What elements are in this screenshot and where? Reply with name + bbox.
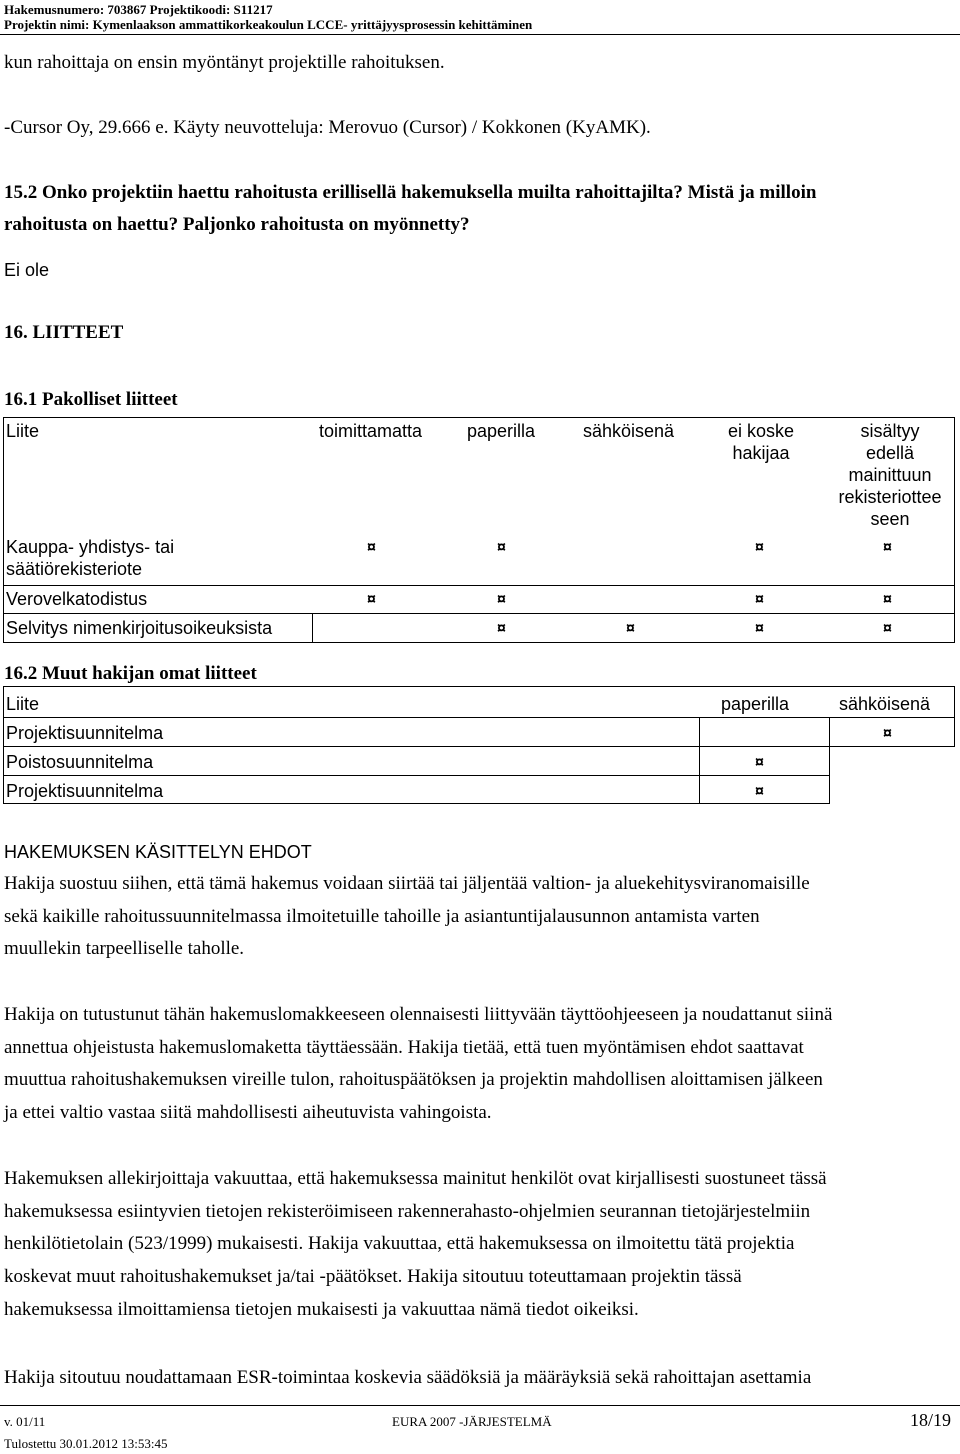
paragraph-line: Hakija suostuu siihen, että tämä hakemus voidaan siirtää tai jäljentää valtion- ja aluekehitysviranomaisille — [4, 873, 810, 894]
t2-row1-sahkoisena-mark: ¤ — [883, 725, 892, 742]
paragraph-line: muullekin tarpeelliselle taholle. — [4, 938, 245, 960]
table1-border-right — [954, 417, 955, 643]
row3-paperilla-mark: ¤ — [497, 620, 506, 637]
col-header-ei-koske-2: hakijaa — [732, 443, 790, 463]
paragraph-line: Hakija on tutustunut tähän hakemuslomakkeeseen olennaisesti liittyvään täyttöohjeeseen ja noudattanut siinä — [4, 1004, 833, 1025]
footer-version: v. 01/11 — [4, 1414, 46, 1429]
paragraph-line: hakemuksessa ilmoittamiensa tietojen mukaisesti ja vakuuttaa nämä tiedot oikeiksi. — [4, 1298, 639, 1320]
table1-row-divider — [3, 642, 955, 643]
paragraph-line: sekä kaikille rahoitussuunnitelmassa ilmoitetuille tahoille ja asiantuntijalausunnon antamista varten — [4, 905, 760, 927]
conditions-paragraph-1 — [4, 868, 956, 966]
col-header-ei-koske-1: ei koske — [727, 421, 795, 441]
col-header-toimittamatta: toimittamatta — [319, 421, 423, 441]
row-kaupparekisteriote-label-2: säätiörekisteriote — [6, 559, 143, 579]
paragraph-line: muuttua rahoitushakemuksen vireille tulon, rahoituspäätöksen ja projektin mahdollisen aloittamisen jälkeen — [4, 1069, 823, 1091]
conditions-paragraph-3 — [4, 1163, 956, 1327]
row1-sisaltyy-mark: ¤ — [883, 539, 892, 556]
footer-print-date: Tulostettu 30.01.2012 13:53:45 — [4, 1436, 168, 1451]
row3-ei-koske-mark: ¤ — [755, 620, 764, 637]
row2-sisaltyy-mark: ¤ — [883, 591, 892, 608]
footer-page-number: 18/19 — [910, 1410, 952, 1430]
t2-row-divider — [3, 775, 829, 776]
conditions-title: HAKEMUKSEN KÄSITTELYN EHDOT — [4, 842, 312, 862]
row2-toimittamatta-mark: ¤ — [367, 591, 376, 608]
t2-col-header-sahkoisena: sähköisenä — [839, 694, 931, 714]
col-header-paperilla: paperilla — [467, 421, 536, 441]
t2-row-projektisuunnitelma: Projektisuunnitelma — [6, 723, 164, 743]
question-15-2-line2: rahoitusta on haettu? Paljonko rahoitusta on myönnetty? — [4, 214, 470, 235]
other-attachments-table — [3, 686, 955, 804]
footer-system-name: EURA 2007 -JÄRJESTELMÄ — [392, 1414, 552, 1429]
t2-col-header-paperilla: paperilla — [721, 694, 790, 714]
table1-row-divider — [3, 613, 955, 614]
t2-border-top — [3, 686, 955, 687]
row-nimenkirjoitusoikeudet-label: Selvitys nimenkirjoitusoikeuksista — [6, 618, 273, 638]
table1-border-top — [3, 417, 955, 418]
header-application-number: Hakemusnumero: 703867 Projektikoodi: S11217 — [4, 2, 273, 17]
row1-ei-koske-mark: ¤ — [755, 539, 764, 556]
t2-border-bottom — [3, 803, 829, 804]
paragraph-line: Hakemuksen allekirjoittaja vakuuttaa, että hakemuksessa mainitut henkilöt ovat kirjallisesti suostuneet tässä — [4, 1168, 827, 1189]
header-divider — [0, 34, 960, 35]
paragraph-line: koskevat muut rahoitushakemukset ja/tai -päätökset. Hakija sitoutuu toteuttamaan projektin tässä — [4, 1266, 742, 1288]
col-header-sahkoisena: sähköisenä — [583, 421, 675, 441]
section-16-2-heading: 16.2 Muut hakijan omat liitteet — [4, 663, 257, 684]
row1-paperilla-mark: ¤ — [497, 539, 506, 556]
conditions-paragraph-2 — [4, 999, 956, 1130]
row2-paperilla-mark: ¤ — [497, 591, 506, 608]
row-verovelkatodistus-label: Verovelkatodistus — [6, 589, 148, 609]
table1-row-divider — [3, 585, 955, 586]
t2-row-poistosuunnitelma: Poistosuunnitelma — [6, 752, 154, 772]
row3-sahkoisena-mark: ¤ — [626, 620, 635, 637]
row3-sisaltyy-mark: ¤ — [883, 620, 892, 637]
table1-border-left — [3, 417, 4, 643]
t2-row3-paperilla-mark: ¤ — [755, 783, 764, 800]
question-15-2-answer: Ei ole — [4, 260, 50, 280]
funding-text-line: kun rahoittaja on ensin myöntänyt projektille rahoituksen. — [4, 52, 445, 73]
t2-row2-paperilla-mark: ¤ — [755, 754, 764, 771]
table1-col-divider — [312, 613, 313, 643]
paragraph-line: henkilötietolain (523/1999) mukaisesti. Hakija vakuuttaa, että hakemuksessa on ilmoitettu tätä projektia — [4, 1233, 795, 1255]
paragraph-line: ja ettei valtio vastaa siitä mahdollisesti aiheutuvista vahingoista. — [4, 1102, 492, 1124]
t2-row-divider — [3, 717, 955, 718]
t2-border-left — [3, 686, 4, 804]
col-header-sisaltyy-1: sisältyy — [860, 421, 920, 441]
paragraph-line: hakemuksessa esiintyvien tietojen rekisteröimiseen rakennerahasto-ohjelmien seurannan tietojärjestelmiin — [4, 1200, 811, 1222]
row-kaupparekisteriote-label-1: Kauppa- yhdistys- tai — [6, 537, 175, 557]
col-header-sisaltyy-4: rekisteriottee — [838, 487, 942, 507]
t2-col-divider — [699, 717, 700, 804]
footer-divider — [0, 1405, 960, 1406]
row1-toimittamatta-mark: ¤ — [367, 539, 376, 556]
section-16-heading: 16. LIITTEET — [4, 322, 124, 343]
t2-col-divider — [829, 717, 830, 804]
t2-col-header-liite: Liite — [6, 694, 40, 714]
t2-row-divider — [3, 746, 955, 747]
row2-ei-koske-mark: ¤ — [755, 591, 764, 608]
question-15-2-line1: 15.2 Onko projektiin haettu rahoitusta erillisellä hakemuksella muilta rahoittajilta? Mistä ja milloin — [4, 182, 817, 203]
col-header-liite: Liite — [6, 421, 40, 441]
conditions-paragraph-4: Hakija sitoutuu noudattamaan ESR-toimintaa koskevia säädöksiä ja määräyksiä sekä rahoittajan asettamia — [4, 1367, 812, 1388]
t2-border-right — [954, 686, 955, 747]
col-header-sisaltyy-5: seen — [870, 509, 910, 529]
section-16-1-heading: 16.1 Pakolliset liitteet — [4, 389, 178, 410]
col-header-sisaltyy-2: edellä — [865, 443, 915, 463]
cursor-funding-line: -Cursor Oy, 29.666 e. Käyty neuvotteluja: Merovuo (Cursor) / Kokkonen (KyAMK). — [4, 117, 651, 138]
paragraph-line: annettua ohjeistusta hakemuslomaketta täyttäessään. Hakija tietää, että tuen myöntämisen ehdot saattavat — [4, 1036, 804, 1058]
col-header-sisaltyy-3: mainittuun — [848, 465, 932, 485]
header-project-name: Projektin nimi: Kymenlaakson ammattikorkeakoulun LCCE- yrittäjyysprosessin kehittäminen — [4, 17, 533, 32]
t2-row-projektisuunnitelma-2: Projektisuunnitelma — [6, 781, 164, 801]
